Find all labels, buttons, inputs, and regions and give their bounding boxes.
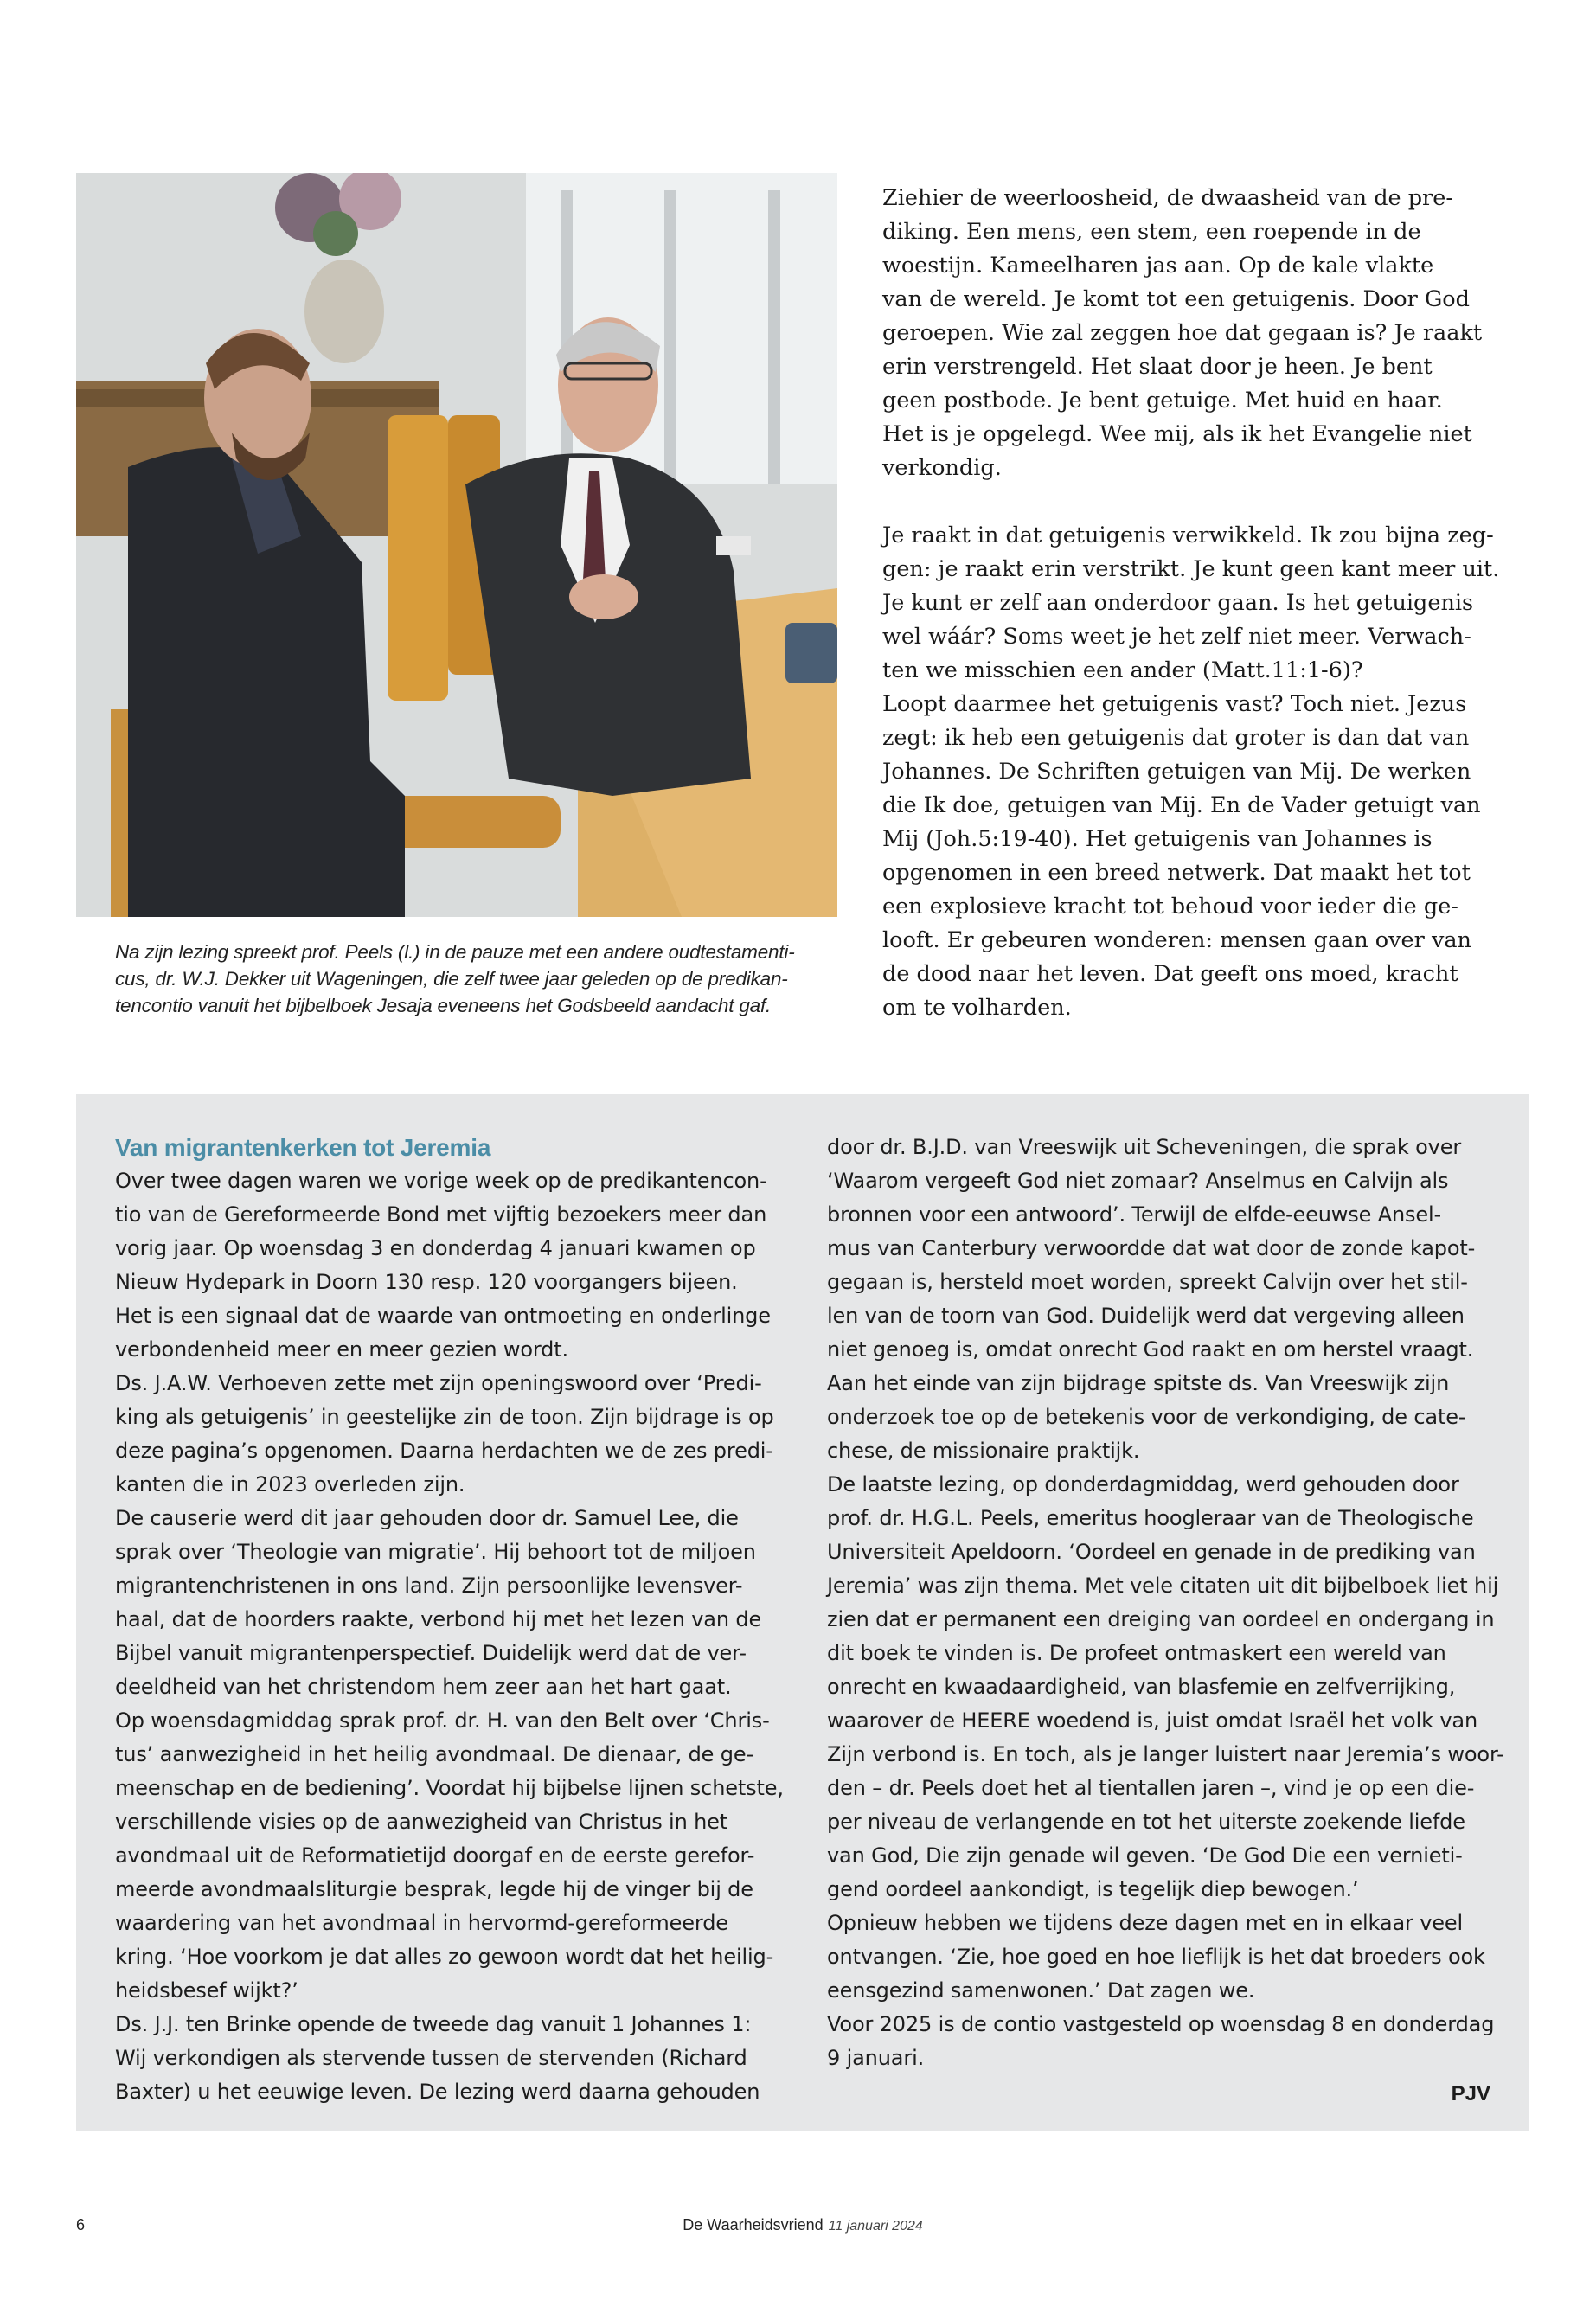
- text-line: Je raakt in dat getuigenis verwikkeld. Ik zou bijna zeg-: [882, 522, 1494, 548]
- text-line: een explosieve kracht tot behoud voor ieder die ge-: [882, 894, 1458, 920]
- report-line: Bijbel vanuit migrantenperspectief. Duidelijk werd dat de ver-: [115, 1641, 747, 1665]
- report-line: kanten die in 2023 overleden zijn.: [115, 1472, 465, 1497]
- report-line: zien dat er permanent een dreiging van oordeel en ondergang in: [827, 1607, 1495, 1631]
- issue-date: 11 januari 2024: [828, 2219, 923, 2234]
- report-line: haal, dat de hoorders raakte, verbond hij met het lezen van de: [115, 1607, 762, 1631]
- report-column-right: [827, 1131, 1510, 2075]
- text-line: Je kunt er zelf aan onderdoor gaan. Is het getuigenis: [882, 590, 1474, 616]
- report-line: onderzoek toe op de betekenis voor de verkondiging, de cate-: [827, 1405, 1466, 1429]
- report-line: meenschap en de bediening’. Voordat hij bijbelse lijnen schetste,: [115, 1776, 784, 1800]
- text-line: erin verstrengeld. Het slaat door je heen. Je bent: [882, 354, 1433, 380]
- report-line: len van de toorn van God. Duidelijk werd dat vergeving alleen: [827, 1304, 1465, 1328]
- report-line: den – dr. Peels doet het al tientallen jaren –, vind je op een die-: [827, 1776, 1475, 1800]
- report-line: Baxter) u het eeuwige leven. De lezing werd daarna gehouden: [115, 2080, 760, 2104]
- report-line: Opnieuw hebben we tijdens deze dagen met en in elkaar veel: [827, 1911, 1463, 1935]
- report-line: De laatste lezing, op donderdagmiddag, werd gehouden door: [827, 1472, 1459, 1497]
- report-line: gend oordeel aankondigt, is tegelijk diep bewogen.’: [827, 1877, 1359, 1901]
- article-text: [882, 182, 1500, 1025]
- caption-line: Na zijn lezing spreekt prof. Peels (l.) in de pauze met een andere oudtestamenti-: [115, 941, 795, 963]
- text-line: Mij (Joh.5:19-40). Het getuigenis van Johannes is: [882, 826, 1433, 852]
- photo-illustration: [76, 173, 837, 917]
- report-line: Wij verkondigen als stervende tussen de stervenden (Richard: [115, 2046, 747, 2070]
- report-line: prof. dr. H.G.L. Peels, emeritus hoogleraar van de Theologische: [827, 1506, 1474, 1530]
- photo-caption: [115, 939, 798, 1019]
- text-line: van de wereld. Je komt tot een getuigenis. Door God: [882, 286, 1470, 312]
- text-line: Ziehier de weerloosheid, de dwaasheid van de pre-: [882, 185, 1453, 211]
- report-line: van God, Die zijn genade wil geven. ‘De God Die een vernieti-: [827, 1843, 1463, 1868]
- text-line: Het is je opgelegd. Wee mij, als ik het Evangelie niet: [882, 421, 1472, 447]
- report-line: ontvangen. ‘Zie, hoe goed en hoe lieflijk is het dat broeders ook: [827, 1945, 1485, 1969]
- report-line: Het is een signaal dat de waarde van ontmoeting en onderlinge: [115, 1304, 771, 1328]
- report-line: Aan het einde van zijn bijdrage spitste ds. Van Vreeswijk zijn: [827, 1371, 1450, 1395]
- report-line: chese, de missionaire praktijk.: [827, 1439, 1140, 1463]
- report-line: deze pagina’s opgenomen. Daarna herdachten we de zes predi-: [115, 1439, 773, 1463]
- report-line: bronnen voor een antwoord’. Terwijl de elfde-eeuwse Ansel-: [827, 1202, 1442, 1227]
- paragraph-gap: [882, 485, 1471, 519]
- report-line: kring. ‘Hoe voorkom je dat alles zo gewoon wordt dat het heilig-: [115, 1945, 774, 1969]
- text-line: ten we misschien een ander (Matt.11:1-6)?: [882, 657, 1363, 683]
- report-line: king als getuigenis’ in geestelijke zin de toon. Zijn bijdrage is op: [115, 1405, 774, 1429]
- report-line: Ds. J.A.W. Verhoeven zette met zijn openingswoord over ‘Predi-: [115, 1371, 762, 1395]
- report-line: waarover de HEERE woedend is, juist omdat Israël het volk van: [827, 1708, 1478, 1733]
- footer-masthead: [76, 2216, 1529, 2234]
- report-line: heidsbesef wijkt?’: [115, 1978, 298, 2003]
- report-line: Nieuw Hydepark in Doorn 130 resp. 120 voorgangers bijeen.: [115, 1270, 738, 1294]
- text-line: geroepen. Wie zal zeggen hoe dat gegaan is? Je raakt: [882, 320, 1483, 346]
- report-line: 9 januari.: [827, 2046, 925, 2070]
- report-line: Over twee dagen waren we vorige week op de predikantencon-: [115, 1169, 767, 1193]
- report-line: Jeremia’ was zijn thema. Met vele citaten uit dit bijbelboek liet hij: [827, 1574, 1499, 1598]
- report-line: waardering van het avondmaal in hervormd-gereformeerde: [115, 1911, 728, 1935]
- report-column-left: [115, 1131, 798, 2109]
- report-line: verbondenheid meer en meer gezien wordt.: [115, 1337, 569, 1362]
- report-box: [76, 1094, 1529, 2131]
- report-line: onrecht en kwaadaardigheid, van blasfemie en zelfverrijking,: [827, 1675, 1456, 1699]
- report-line: deeldheid van het christendom hem zeer aan het hart gaat.: [115, 1675, 732, 1699]
- report-line: meerde avondmaalsliturgie besprak, legde hij de vinger bij de: [115, 1877, 753, 1901]
- text-line: geen postbode. Je bent getuige. Met huid en haar.: [882, 388, 1443, 413]
- report-line: dit boek te vinden is. De profeet ontmaskert een wereld van: [827, 1641, 1446, 1665]
- caption-line: tencontio vanuit het bijbelboek Jesaja eveneens het Godsbeeld aandacht gaf.: [115, 995, 772, 1016]
- report-title: Van migrantenkerken tot Jeremia: [115, 1134, 491, 1161]
- text-line: gen: je raakt erin verstrikt. Je kunt geen kant meer uit.: [882, 556, 1500, 582]
- report-line: eensgezind samenwonen.’ Dat zagen we.: [827, 1978, 1255, 2003]
- report-line: Universiteit Apeldoorn. ‘Oordeel en genade in de prediking van: [827, 1540, 1476, 1564]
- report-line: mus van Canterbury verwoordde dat wat door de zonde kapot-: [827, 1236, 1476, 1260]
- text-line: diking. Een mens, een stem, een roepende in de: [882, 219, 1421, 245]
- report-line: De causerie werd dit jaar gehouden door dr. Samuel Lee, die: [115, 1506, 739, 1530]
- report-line: Ds. J.J. ten Brinke opende de tweede dag vanuit 1 Johannes 1:: [115, 2012, 752, 2036]
- report-line: Op woensdagmiddag sprak prof. dr. H. van den Belt over ‘Chris-: [115, 1708, 770, 1733]
- text-line: wel wáár? Soms weet je het zelf niet meer. Verwach-: [882, 624, 1471, 650]
- text-line: zegt: ik heb een getuigenis dat groter is dan dat van: [882, 725, 1470, 751]
- text-line: woestijn. Kameelharen jas aan. Op de kale vlakte: [882, 253, 1434, 279]
- text-line: de dood naar het leven. Dat geeft ons moed, kracht: [882, 961, 1458, 987]
- text-line: Johannes. De Schriften getuigen van Mij. De werken: [882, 759, 1471, 785]
- report-line: ‘Waarom vergeeft God niet zomaar? Anselmus en Calvijn als: [827, 1169, 1449, 1193]
- text-line: looft. Er gebeuren wonderen: mensen gaan over van: [882, 927, 1471, 953]
- article-photo: [76, 173, 837, 917]
- text-line: Loopt daarmee het getuigenis vast? Toch niet. Jezus: [882, 691, 1467, 717]
- report-line: tio van de Gereformeerde Bond met vijftig bezoekers meer dan: [115, 1202, 767, 1227]
- caption-line: cus, dr. W.J. Dekker uit Wageningen, die zelf twee jaar geleden op de predikan-: [115, 968, 788, 990]
- report-line: niet genoeg is, omdat onrecht God raakt en om herstel vraagt.: [827, 1337, 1474, 1362]
- report-line: verschillende visies op de aanwezigheid van Christus in het: [115, 1810, 728, 1834]
- report-line: tus’ aanwezigheid in het heilig avondmaal. De dienaar, de ge-: [115, 1742, 753, 1766]
- report-line: Zijn verbond is. En toch, als je langer luistert naar Jeremia’s woor-: [827, 1742, 1504, 1766]
- text-line: om te volharden.: [882, 995, 1072, 1021]
- text-line: die Ik doe, getuigen van Mij. En de Vader getuigt van: [882, 792, 1481, 818]
- report-line: vorig jaar. Op woensdag 3 en donderdag 4 januari kwamen op: [115, 1236, 756, 1260]
- report-line: Voor 2025 is de contio vastgesteld op woensdag 8 en donderdag: [827, 2012, 1495, 2036]
- text-line: opgenomen in een breed netwerk. Dat maakt het tot: [882, 860, 1471, 886]
- text-line: verkondig.: [882, 455, 1002, 481]
- author-initials: PJV: [1451, 2082, 1490, 2106]
- report-line: sprak over ‘Theologie van migratie’. Hij behoort tot de miljoen: [115, 1540, 756, 1564]
- report-line: per niveau de verlangende en tot het uiterste zoekende liefde: [827, 1810, 1465, 1834]
- report-line: gegaan is, hersteld moet worden, spreekt Calvijn over het stil-: [827, 1270, 1468, 1294]
- report-line: migrantenchristenen in ons land. Zijn persoonlijke levensver-: [115, 1574, 743, 1598]
- report-line: avondmaal uit de Reformatietijd doorgaf en de eerste gerefor-: [115, 1843, 755, 1868]
- report-line: door dr. B.J.D. van Vreeswijk uit Scheveningen, die sprak over: [827, 1135, 1462, 1159]
- page-number: 6: [76, 2216, 86, 2234]
- publication-name: De Waarheidsvriend: [683, 2216, 824, 2234]
